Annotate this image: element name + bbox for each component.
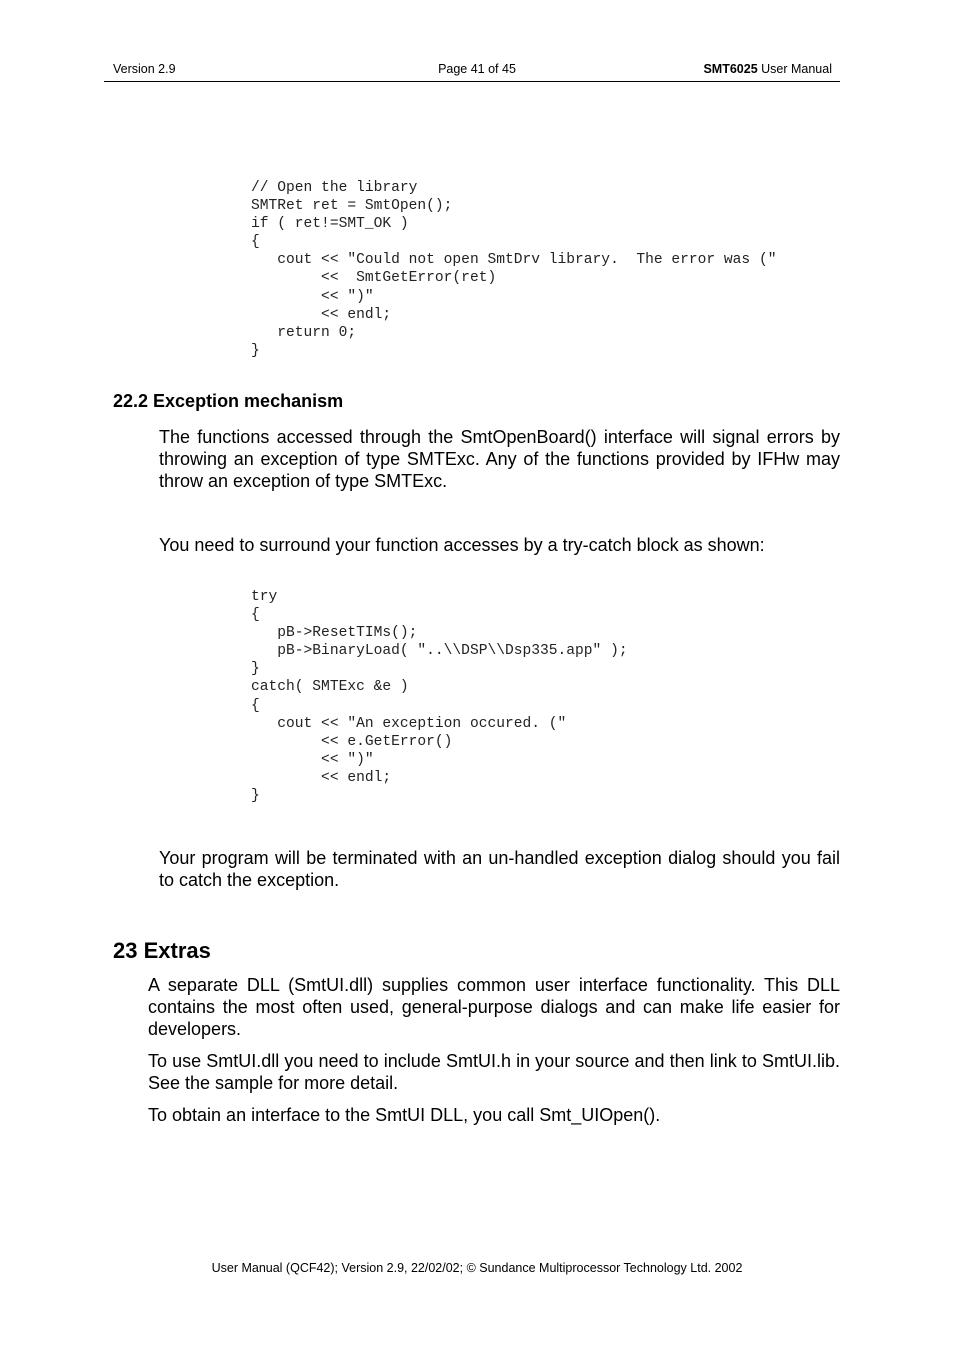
section-heading-exception-mechanism: 22.2 Exception mechanism	[113, 391, 344, 411]
page-footer: User Manual (QCF42); Version 2.9, 22/02/02; © Sundance Multiprocessor Technology Ltd. 2002	[211, 1261, 743, 1275]
paragraph-smtui-open: To obtain an interface to the SmtUI DLL, you call Smt_UIOpen().	[148, 1105, 661, 1125]
paragraph-termination-warning: Your program will be terminated with an un-handled exception dialog should you fail to catch the exception.	[159, 848, 840, 890]
code-block-try-catch: try { pB->ResetTIMs(); pB->BinaryLoad( "..\\DSP\\Dsp335.app" ); } catch( SMTExc &e ) { cout << "An exception occured. (" << e.GetError() << ")" << endl; }	[251, 589, 628, 805]
paragraph-exception-intro: The functions accessed through the SmtOpenBoard() interface will signal errors by throwing an exception of type SMTExc. Any of the functions provided by IFHw may throw an exception of type SMTExc.	[159, 427, 840, 491]
paragraph-try-catch-instruction: You need to surround your function accesses by a try-catch block as shown:	[159, 535, 765, 555]
code-block-open-library: // Open the library SMTRet ret = SmtOpen(); if ( ret!=SMT_OK ) { cout << "Could not open SmtDrv library. The error was (" << SmtGetError(ret) << ")" << endl; return 0; }	[251, 180, 777, 359]
header-product	[703, 62, 832, 76]
section-heading-extras: 23 Extras	[113, 938, 211, 963]
header-product-label: User Manual	[757, 62, 832, 76]
header-divider	[104, 81, 840, 82]
paragraph-smtui-dll-intro: A separate DLL (SmtUI.dll) supplies common user interface functionality. This DLL contains the most often used, general-purpose dialogs and can make life easier for developers.	[148, 975, 840, 1039]
header-page-number: Page 41 of 45	[438, 62, 516, 76]
header-version: Version 2.9	[113, 62, 176, 76]
paragraph-smtui-usage: To use SmtUI.dll you need to include SmtUI.h in your source and then link to SmtUI.lib. See the sample for more detail.	[148, 1051, 840, 1093]
header-product-code: SMT6025	[703, 62, 758, 76]
